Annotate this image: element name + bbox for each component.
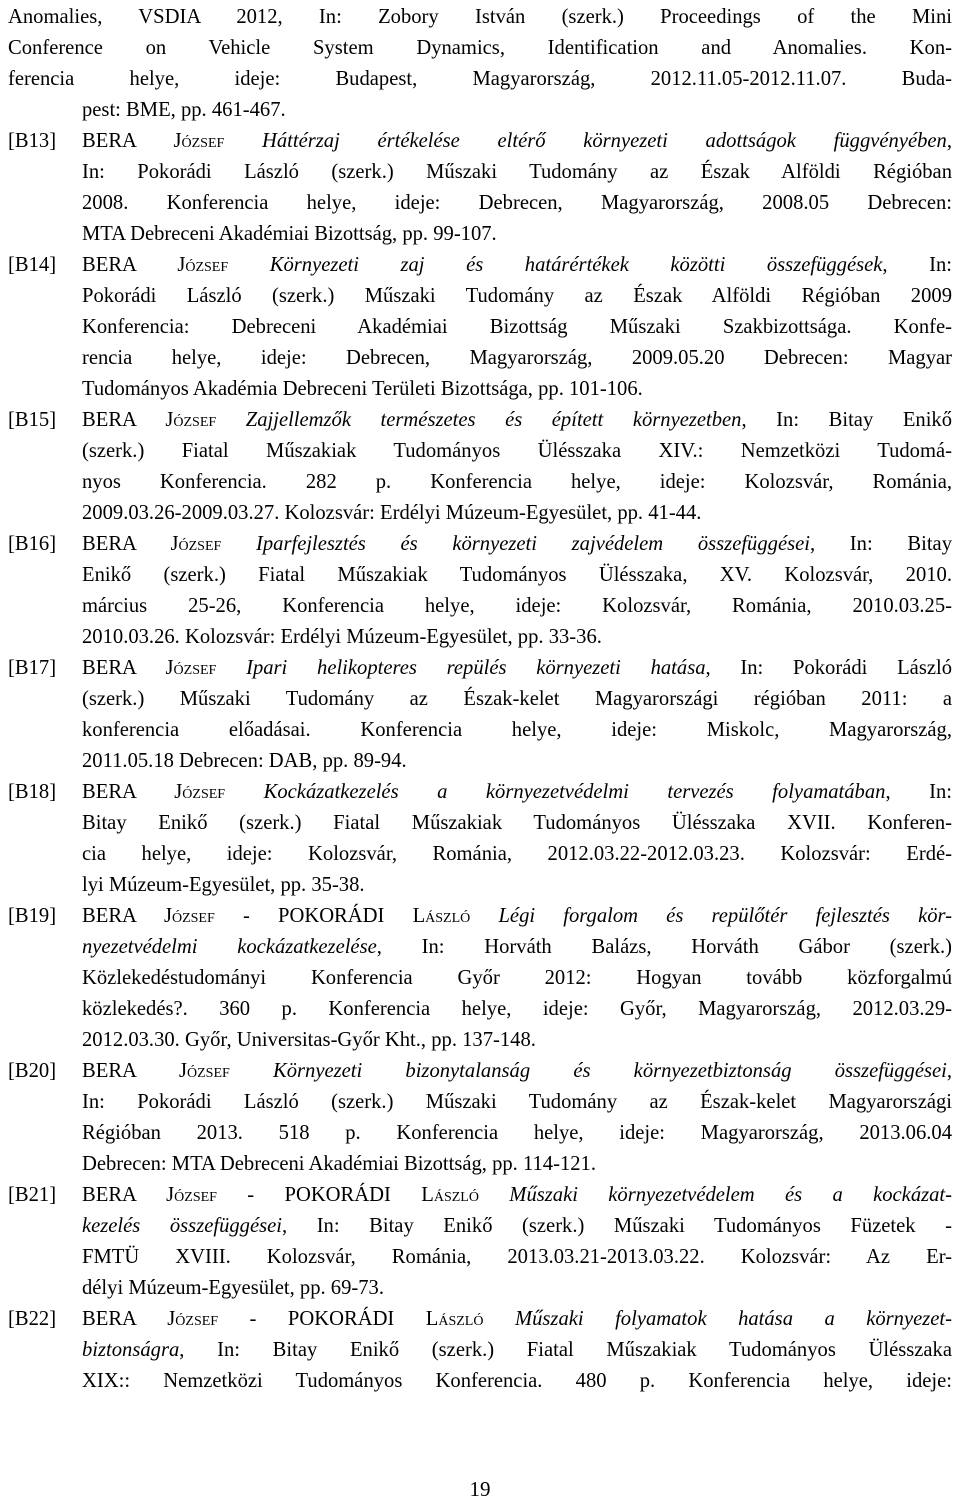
reference-title-continued: kezelés összefüggései xyxy=(82,1215,282,1237)
reference-text: , xyxy=(946,130,952,152)
reference-first-line xyxy=(8,777,952,808)
reference-text: , In: Bitay Enikő (szerk.) Műszaki Tudományos Füzetek - xyxy=(281,1215,952,1237)
reference-title: Légi forgalom és repülőtér fejlesztés kör- xyxy=(498,905,952,927)
reference-line: Bitay Enikő (szerk.) Fiatal Műszakiak Tudományos Ülésszaka XVII. Konferen- xyxy=(82,812,952,834)
reference-line: cia helye, ideje: Kolozsvár, Románia, 2012.03.22-2012.03.23. Kolozsvár: Erdé- xyxy=(82,843,952,865)
reference-list xyxy=(8,2,952,1397)
reference-text: , In: xyxy=(882,254,952,276)
author-name: BERA xyxy=(82,533,171,555)
reference-line: (szerk.) Műszaki Tudomány az Észak-kelet Magyarországi régióban 2011: a xyxy=(82,688,952,710)
reference-title: Iparfejlesztés és környezeti zajvédelem összefüggései xyxy=(256,533,810,555)
reference-line: MTA Debreceni Akadémiai Bizottság, pp. 99-107. xyxy=(82,223,497,245)
coauthor-given-name: László xyxy=(421,1184,479,1206)
author-name: BERA xyxy=(82,781,175,803)
author-name: BERA xyxy=(82,1308,168,1330)
reference-line: Tudományos Akadémia Debreceni Területi Bizottsága, pp. 101-106. xyxy=(82,378,643,400)
reference-b21 xyxy=(8,1180,952,1304)
reference-label: [B21] xyxy=(8,1184,57,1206)
reference-label: [B15] xyxy=(8,409,57,431)
reference-line: nyos Konferencia. 282 p. Konferencia helye, ideje: Kolozsvár, Románia, xyxy=(82,471,952,493)
coauthor-name: - POKORÁDI xyxy=(218,1308,426,1330)
reference-text: , In: Bitay Enikő (szerk.) Fiatal Műszakiak Tudományos Ülésszaka xyxy=(179,1339,952,1361)
author-name: BERA xyxy=(82,1184,167,1206)
reference-line: In: Pokorádi László (szerk.) Műszaki Tudomány az Észak Alföldi Régióban xyxy=(82,161,952,183)
reference-line: Enikő (szerk.) Fiatal Műszakiak Tudományos Ülésszaka, XV. Kolozsvár, 2010. xyxy=(82,564,952,586)
reference-b13 xyxy=(8,126,952,250)
reference-label: [B13] xyxy=(8,130,57,152)
reference-first-line xyxy=(8,405,952,436)
continued-reference xyxy=(8,2,952,126)
author-name: BERA xyxy=(82,130,174,152)
reference-b19 xyxy=(8,901,952,1056)
reference-b16 xyxy=(8,529,952,653)
reference-line: Anomalies, VSDIA 2012, In: Zobory István (szerk.) Proceedings of the Mini xyxy=(8,6,952,28)
author-name: BERA xyxy=(82,657,166,679)
reference-label: [B22] xyxy=(8,1308,57,1330)
coauthor-given-name: László xyxy=(425,1308,484,1330)
author-given-name: József xyxy=(167,1308,219,1330)
reference-title: Háttérzaj értékelése eltérő környezeti adottságok függvényében xyxy=(262,130,947,152)
reference-text: , In: Bitay xyxy=(809,533,952,555)
reference-text: , In: xyxy=(885,781,952,803)
reference-line: lyi Múzeum-Egyesület, pp. 35-38. xyxy=(82,874,365,896)
reference-line: XIX:: Nemzetközi Tudományos Konferencia. 480 p. Konferencia helye, ideje: xyxy=(82,1370,952,1392)
author-given-name: József xyxy=(178,1060,230,1082)
author-given-name: József xyxy=(163,905,215,927)
reference-line: Régióban 2013. 518 p. Konferencia helye, ideje: Magyarország, 2013.06.04 xyxy=(82,1122,952,1144)
coauthor-given-name: László xyxy=(412,905,471,927)
reference-first-line xyxy=(8,529,952,560)
reference-title-continued: biztonságra xyxy=(82,1339,180,1361)
author-given-name: József xyxy=(177,254,229,276)
reference-line: ferencia helye, ideje: Budapest, Magyarország, 2012.11.05-2012.11.07. Buda- xyxy=(8,68,952,90)
reference-line: pest: BME, pp. 461-467. xyxy=(82,99,286,121)
reference-title: Műszaki környezetvédelem és a kockázat- xyxy=(509,1184,952,1206)
reference-title: Ipari helikopteres repülés környezeti hatása xyxy=(246,657,706,679)
reference-b14 xyxy=(8,250,952,405)
reference-text: , In: Bitay Enikő xyxy=(741,409,952,431)
page-number: 19 xyxy=(469,1477,491,1501)
reference-line: Conference on Vehicle System Dynamics, Identification and Anomalies. Kon- xyxy=(8,37,952,59)
reference-text: , In: Pokorádi László xyxy=(705,657,952,679)
reference-line: rencia helye, ideje: Debrecen, Magyarország, 2009.05.20 Debrecen: Magyar xyxy=(82,347,952,369)
reference-first-line xyxy=(8,1304,952,1335)
reference-first-line xyxy=(8,1056,952,1087)
reference-line xyxy=(8,1335,952,1366)
reference-b17 xyxy=(8,653,952,777)
reference-label: [B20] xyxy=(8,1060,57,1082)
reference-line: Konferencia: Debreceni Akadémiai Bizottság Műszaki Szakbizottsága. Konfe- xyxy=(82,316,952,338)
reference-text: , xyxy=(946,1060,952,1082)
author-given-name: József xyxy=(166,1184,217,1206)
reference-line: Közlekedéstudományi Konferencia Győr 2012: Hogyan tovább közforgalmú xyxy=(82,967,952,989)
reference-first-line xyxy=(8,126,952,157)
reference-text: , In: Horváth Balázs, Horváth Gábor (szerk.) xyxy=(376,936,952,958)
reference-title-continued: nyezetvédelmi kockázatkezelése xyxy=(82,936,377,958)
reference-line: március 25-26, Konferencia helye, ideje: Kolozsvár, Románia, 2010.03.25- xyxy=(82,595,952,617)
author-given-name: József xyxy=(174,781,226,803)
reference-line xyxy=(8,1211,952,1242)
reference-first-line xyxy=(8,653,952,684)
author-name: BERA xyxy=(82,409,166,431)
reference-line: közlekedés?. 360 p. Konferencia helye, ideje: Győr, Magyarország, 2012.03.29- xyxy=(82,998,952,1020)
reference-line: (szerk.) Fiatal Műszakiak Tudományos Ülésszaka XIV.: Nemzetközi Tudomá- xyxy=(82,440,952,462)
reference-line: 2011.05.18 Debrecen: DAB, pp. 89-94. xyxy=(82,750,407,772)
reference-line: 2008. Konferencia helye, ideje: Debrecen, Magyarország, 2008.05 Debrecen: xyxy=(82,192,952,214)
reference-b18 xyxy=(8,777,952,901)
author-name: BERA xyxy=(82,254,178,276)
reference-line: 2012.03.30. Győr, Universitas-Győr Kht., pp. 137-148. xyxy=(82,1029,536,1051)
reference-first-line xyxy=(8,250,952,281)
coauthor-name: - POKORÁDI xyxy=(214,905,413,927)
reference-b22 xyxy=(8,1304,952,1397)
coauthor-name: - POKORÁDI xyxy=(216,1184,422,1206)
reference-line: délyi Múzeum-Egyesület, pp. 69-73. xyxy=(82,1277,384,1299)
reference-label: [B14] xyxy=(8,254,57,276)
reference-title: Környezeti bizonytalanság és környezetbiztonság összefüggései xyxy=(273,1060,947,1082)
reference-first-line xyxy=(8,1180,952,1211)
author-given-name: József xyxy=(173,130,225,152)
author-given-name: József xyxy=(165,657,217,679)
author-given-name: József xyxy=(165,409,217,431)
reference-title: Zajjellemzők természetes és épített környezetben xyxy=(245,409,742,431)
reference-label: [B17] xyxy=(8,657,57,679)
author-given-name: József xyxy=(170,533,222,555)
reference-line: In: Pokorádi László (szerk.) Műszaki Tudomány az Észak-kelet Magyarországi xyxy=(82,1091,952,1113)
reference-title: Kockázatkezelés a környezetvédelmi tervezés folyamatában xyxy=(263,781,886,803)
reference-line: Debrecen: MTA Debreceni Akadémiai Bizottság, pp. 114-121. xyxy=(82,1153,596,1175)
reference-b20 xyxy=(8,1056,952,1180)
reference-line: 2009.03.26-2009.03.27. Kolozsvár: Erdélyi Múzeum-Egyesület, pp. 41-44. xyxy=(82,502,702,524)
reference-line: 2010.03.26. Kolozsvár: Erdélyi Múzeum-Egyesület, pp. 33-36. xyxy=(82,626,602,648)
reference-line: Pokorádi László (szerk.) Műszaki Tudomány az Észak Alföldi Régióban 2009 xyxy=(82,285,952,307)
reference-label: [B18] xyxy=(8,781,57,803)
reference-line: konferencia előadásai. Konferencia helye, ideje: Miskolc, Magyarország, xyxy=(82,719,952,741)
reference-b15 xyxy=(8,405,952,529)
reference-label: [B16] xyxy=(8,533,57,555)
reference-first-line xyxy=(8,901,952,932)
author-name: BERA xyxy=(82,1060,179,1082)
reference-line xyxy=(8,932,952,963)
reference-label: [B19] xyxy=(8,905,57,927)
reference-title: Műszaki folyamatok hatása a környezet- xyxy=(514,1308,952,1330)
reference-line: FMTÜ XVIII. Kolozsvár, Románia, 2013.03.21-2013.03.22. Kolozsvár: Az Er- xyxy=(82,1246,952,1268)
author-name: BERA xyxy=(82,905,164,927)
reference-title: Környezeti zaj és határértékek közötti összefüggések xyxy=(269,254,883,276)
